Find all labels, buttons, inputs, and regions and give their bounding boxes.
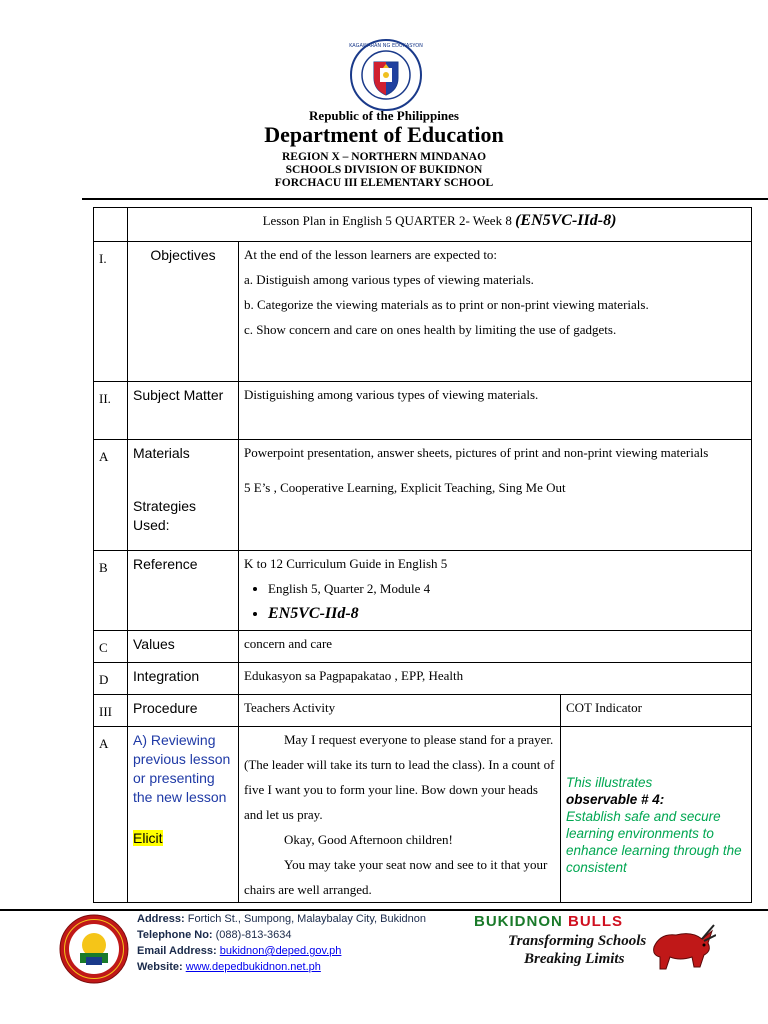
objectives-label: Objectives <box>128 242 239 382</box>
reference-list <box>244 576 746 626</box>
step-a-number: A <box>94 727 128 903</box>
materials-row <box>94 440 752 551</box>
bukidnon-bulls-banner <box>474 913 720 979</box>
lesson-title-row <box>94 208 752 242</box>
lesson-plan-table <box>93 207 752 903</box>
reference-bullet-module: • English 5, Quarter 2, Module 4 <box>268 576 746 601</box>
reference-content-cell <box>239 551 752 631</box>
objectives-content <box>239 242 752 382</box>
lesson-title <box>128 208 752 242</box>
materials-label: Materials <box>133 445 190 461</box>
email-label: Email Address: <box>137 945 217 957</box>
reference-row <box>94 551 752 631</box>
subject-number: II. <box>94 382 128 440</box>
bull-icon <box>646 917 716 975</box>
subject-label: Subject Matter <box>128 382 239 440</box>
title-blank-cell <box>94 208 128 242</box>
phone-value: (088)-813-3634 <box>212 929 292 941</box>
website-label: Website: <box>137 961 183 973</box>
footer-address-line <box>137 911 426 927</box>
integration-content: Edukasyon sa Pagpapakatao , EPP, Health <box>239 663 752 695</box>
lesson-code: (EN5VC-IId-8) <box>515 212 617 229</box>
republic-heading: Republic of the Philippines <box>309 108 459 123</box>
phone-label: Telephone No: <box>137 929 213 941</box>
svg-text:KAGAWARAN NG EDUKASYON: KAGAWARAN NG EDUKASYON <box>349 43 423 49</box>
integration-label: Integration <box>128 663 239 695</box>
brand-word-bulls: BULLS <box>568 913 624 930</box>
cot-observable: observable # 4: <box>566 791 665 807</box>
footer-website-line <box>137 959 426 975</box>
values-row <box>94 631 752 663</box>
division-seal-logo <box>58 913 130 985</box>
activity-paragraph-3: You may take your seat now and see to it that your chairs are well arranged. <box>244 857 548 897</box>
procedure-number: III <box>94 695 128 727</box>
strategies-content: 5 E’s , Cooperative Learning, Explicit Teaching, Sing Me Out <box>244 480 566 495</box>
values-label: Values <box>128 631 239 663</box>
step-a-activity <box>239 727 561 903</box>
values-content: concern and care <box>239 631 752 663</box>
reference-number: B <box>94 551 128 631</box>
strategies-label: Strategies Used: <box>133 498 197 533</box>
slogan-line-1: Transforming Schools <box>508 933 647 949</box>
objective-b: b. Categorize the viewing materials as to print or non-print viewing materials. <box>244 297 649 312</box>
cot-description: Establish safe and secure learning environments to enhance learning through the consistent <box>566 808 742 875</box>
lesson-title-text: Lesson Plan in English 5 QUARTER 2- Week 8 <box>262 213 516 228</box>
objectives-row <box>94 242 752 382</box>
subject-matter-row <box>94 382 752 440</box>
materials-content-cell <box>239 440 752 551</box>
activity-paragraph-1: May I request everyone to please stand for a prayer. (The leader will take its turn to lead the class). In a count of five I want you to form your line. Bow down your heads and let us pray. <box>244 732 555 822</box>
website-link[interactable]: www.depedbukidnon.net.ph <box>185 961 321 973</box>
objectives-number: I. <box>94 242 128 382</box>
footer-email-line <box>137 943 426 959</box>
address-label: Address: <box>137 913 185 925</box>
footer-phone-line <box>137 927 426 943</box>
cot-indicator-header: COT Indicator <box>561 695 752 727</box>
materials-label-cell <box>128 440 239 551</box>
step-a-label: A) Reviewing previous lesson or presenting the new lesson <box>133 732 231 805</box>
slogan-line-2: Breaking Limits <box>524 951 625 967</box>
step-a-row <box>94 727 752 903</box>
school-heading: FORCHACU III ELEMENTARY SCHOOL <box>274 177 494 189</box>
objectives-intro: At the end of the lesson learners are expected to: <box>244 247 498 262</box>
header-divider <box>82 198 768 200</box>
objective-c: c. Show concern and care on ones health by limiting the use of gadgets. <box>244 322 617 337</box>
procedure-label: Procedure <box>128 695 239 727</box>
activity-paragraph-2: Okay, Good Afternoon children! <box>284 832 453 847</box>
subject-content: Distiguishing among various types of viewing materials. <box>239 382 752 440</box>
integration-number: D <box>94 663 128 695</box>
values-number: C <box>94 631 128 663</box>
footer-contact-info <box>137 911 426 975</box>
reference-content: K to 12 Curriculum Guide in English 5 <box>244 556 448 571</box>
cot-intro: This illustrates <box>566 774 653 790</box>
deped-seal-logo <box>349 38 423 112</box>
integration-row <box>94 663 752 695</box>
materials-number: A <box>94 440 128 551</box>
reference-bullet-code: • EN5VC-IId-8 <box>268 601 746 626</box>
region-heading: REGION X – NORTHERN MINDANAO <box>281 151 487 163</box>
cot-indicator-cell <box>561 727 752 903</box>
division-heading: SCHOOLS DIVISION OF BUKIDNON <box>285 164 483 176</box>
bulls-brand <box>474 913 623 930</box>
objective-a: a. Distiguish among various types of viewing materials. <box>244 272 534 287</box>
address-value: Fortich St., Sumpong, Malaybalay City, Bukidnon <box>184 913 426 925</box>
teachers-activity-header: Teachers Activity <box>239 695 561 727</box>
department-title: Department of Education <box>264 122 504 147</box>
materials-content: Powerpoint presentation, answer sheets, pictures of print and non-print viewing materials <box>244 445 709 460</box>
step-a-label-cell <box>128 727 239 903</box>
reference-label: Reference <box>128 551 239 631</box>
email-link[interactable]: bukidnon@deped.gov.ph <box>219 945 342 957</box>
elicit-tag: Elicit <box>133 830 163 846</box>
procedure-row <box>94 695 752 727</box>
brand-word-bukidnon: BUKIDNON <box>474 913 563 930</box>
